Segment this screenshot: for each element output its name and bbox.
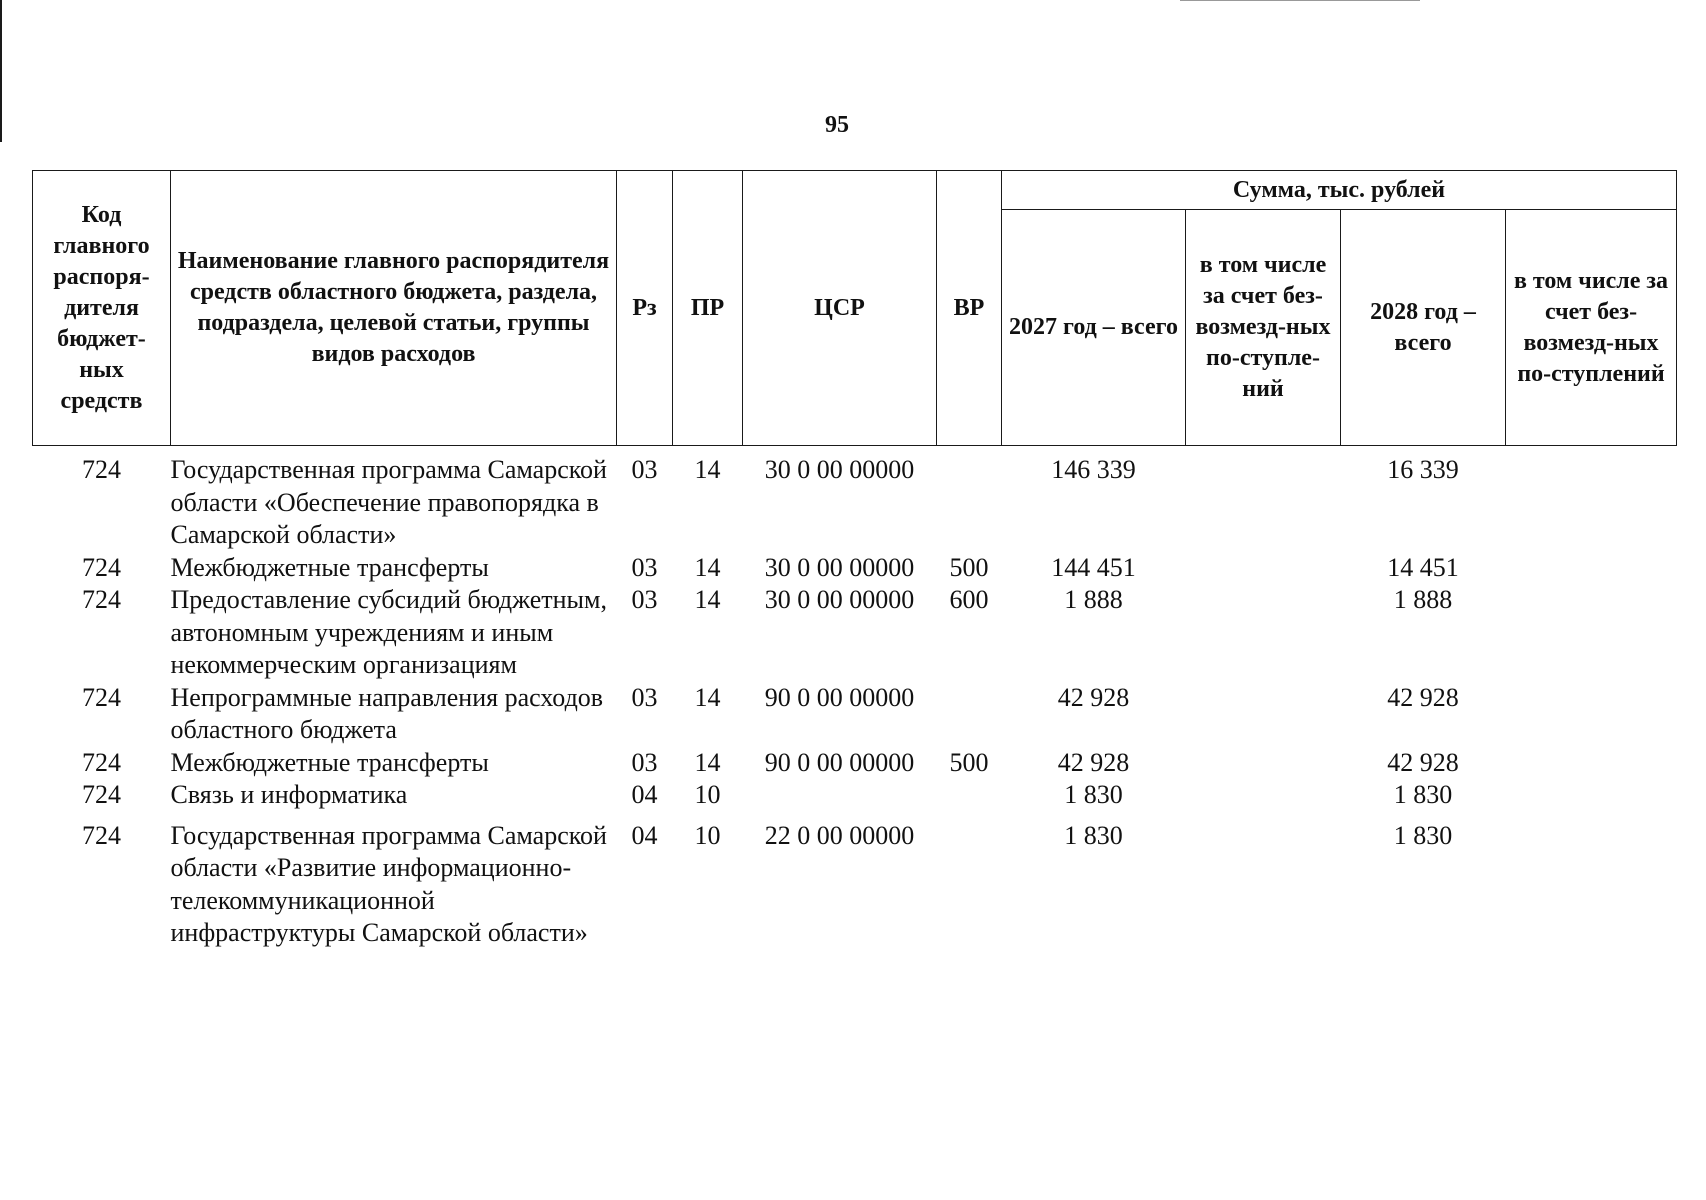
cell-vr bbox=[937, 812, 1002, 950]
cell-name: Связь и информатика bbox=[170, 780, 408, 809]
cell-code: 724 bbox=[82, 780, 121, 809]
header-pr: ПР bbox=[673, 171, 743, 446]
cell-2028-total: 42 928 bbox=[1387, 747, 1459, 777]
cell-csr: 90 0 00 00000 bbox=[764, 747, 915, 777]
cell-vr bbox=[937, 779, 1002, 812]
header-row-1 bbox=[33, 171, 1677, 210]
cell-2028-grants bbox=[1506, 584, 1677, 682]
cell-2027-grants bbox=[1186, 747, 1341, 780]
cell-2028-grants bbox=[1506, 812, 1677, 950]
cell-2028-grants bbox=[1506, 552, 1677, 585]
cell-vr bbox=[937, 682, 1002, 747]
cell-code: 724 bbox=[82, 455, 121, 484]
table-row bbox=[33, 552, 1677, 585]
cell-rz: 04 bbox=[631, 780, 658, 809]
cell-2028-grants bbox=[1506, 747, 1677, 780]
header-code: Код главного распоря-дителя бюджет-ных средств bbox=[33, 171, 171, 446]
cell-csr bbox=[743, 779, 937, 812]
cell-code: 724 bbox=[82, 747, 121, 777]
cell-2027-total: 42 928 bbox=[1057, 747, 1130, 777]
cell-2028-grants bbox=[1506, 779, 1677, 812]
table-row bbox=[33, 747, 1677, 780]
scan-edge-top bbox=[1180, 0, 1420, 1]
cell-rz: 03 bbox=[631, 585, 658, 614]
cell-csr: 30 0 00 00000 bbox=[764, 585, 915, 614]
cell-2028-total: 1 830 bbox=[1393, 780, 1453, 809]
cell-csr: 30 0 00 00000 bbox=[764, 455, 915, 484]
cell-csr: 22 0 00 00000 bbox=[764, 820, 915, 850]
cell-code: 724 bbox=[82, 552, 121, 582]
cell-2028-total: 1 830 bbox=[1393, 820, 1453, 850]
cell-2028-total: 42 928 bbox=[1387, 682, 1459, 712]
cell-2027-total: 146 339 bbox=[1051, 455, 1136, 484]
cell-code: 724 bbox=[82, 682, 121, 712]
table-row bbox=[33, 812, 1677, 950]
header-2027-grants: в том числе за счет без-возмезд-ных по-ступле-ний bbox=[1186, 210, 1341, 446]
cell-2027-grants bbox=[1186, 446, 1341, 552]
cell-2027-total: 1 830 bbox=[1064, 780, 1123, 809]
cell-2027-total: 1 888 bbox=[1064, 585, 1123, 614]
table-row bbox=[33, 779, 1677, 812]
cell-2027-total: 42 928 bbox=[1057, 682, 1130, 712]
cell-2028-grants bbox=[1506, 446, 1677, 552]
cell-vr bbox=[937, 446, 1002, 552]
header-vr: ВР bbox=[937, 171, 1002, 446]
header-name: Наименование главного распорядителя средств областного бюджета, раздела, подраздела, целевой статьи, группы видов расходов bbox=[171, 171, 617, 446]
cell-2027-total: 144 451 bbox=[1051, 552, 1136, 582]
cell-name: Межбюджетные трансферты bbox=[170, 552, 489, 582]
cell-pr: 14 bbox=[694, 585, 721, 614]
cell-pr: 10 bbox=[694, 780, 721, 809]
cell-name: Межбюджетные трансферты bbox=[170, 747, 489, 777]
cell-rz: 03 bbox=[631, 455, 658, 484]
cell-vr: 500 bbox=[949, 747, 989, 777]
cell-vr: 500 bbox=[949, 552, 989, 582]
table-row bbox=[33, 682, 1677, 747]
cell-2028-total: 16 339 bbox=[1387, 455, 1459, 484]
header-2028-total: 2028 год – всего bbox=[1341, 210, 1506, 446]
cell-2027-grants bbox=[1186, 779, 1341, 812]
cell-rz: 04 bbox=[631, 820, 658, 850]
cell-name: Предоставление субсидий бюджетным, автономным учреждениям и иным некоммерческим организациям bbox=[170, 585, 607, 679]
cell-vr: 600 bbox=[949, 585, 989, 614]
header-rz: Рз bbox=[617, 171, 673, 446]
cell-name: Государственная программа Самарской области «Развитие информационно-телекоммуникационной инфраструктуры Самарской области» bbox=[170, 820, 607, 947]
cell-pr: 14 bbox=[694, 682, 721, 712]
cell-code: 724 bbox=[82, 585, 121, 614]
header-csr: ЦСР bbox=[743, 171, 937, 446]
cell-pr: 14 bbox=[694, 747, 721, 777]
cell-pr: 14 bbox=[694, 552, 721, 582]
cell-2027-grants bbox=[1186, 584, 1341, 682]
table-row bbox=[33, 584, 1677, 682]
header-sum: Сумма, тыс. рублей bbox=[1002, 171, 1677, 210]
cell-csr: 30 0 00 00000 bbox=[764, 552, 915, 582]
cell-2027-grants bbox=[1186, 812, 1341, 950]
page-number: 95 bbox=[825, 112, 849, 138]
header-2028-grants: в том числе за счет без-возмезд-ных по-ступлений bbox=[1506, 210, 1677, 446]
cell-2027-total: 1 830 bbox=[1064, 820, 1123, 850]
cell-rz: 03 bbox=[631, 682, 658, 712]
cell-csr: 90 0 00 00000 bbox=[764, 682, 915, 712]
cell-2027-grants bbox=[1186, 682, 1341, 747]
cell-2027-grants bbox=[1186, 552, 1341, 585]
cell-2028-grants bbox=[1506, 682, 1677, 747]
cell-2028-total: 1 888 bbox=[1393, 585, 1453, 614]
header-2027-total: 2027 год – всего bbox=[1002, 210, 1186, 446]
cell-pr: 10 bbox=[694, 820, 721, 850]
cell-name: Государственная программа Самарской области «Обеспечение правопорядка в Самарской области» bbox=[170, 455, 607, 549]
cell-code: 724 bbox=[82, 820, 121, 850]
budget-table bbox=[32, 170, 1677, 950]
table-row bbox=[33, 446, 1677, 552]
cell-rz: 03 bbox=[631, 747, 658, 777]
cell-name: Непрограммные направления расходов областного бюджета bbox=[170, 682, 604, 744]
cell-pr: 14 bbox=[694, 455, 721, 484]
cell-rz: 03 bbox=[631, 552, 658, 582]
cell-2028-total: 14 451 bbox=[1387, 552, 1459, 582]
